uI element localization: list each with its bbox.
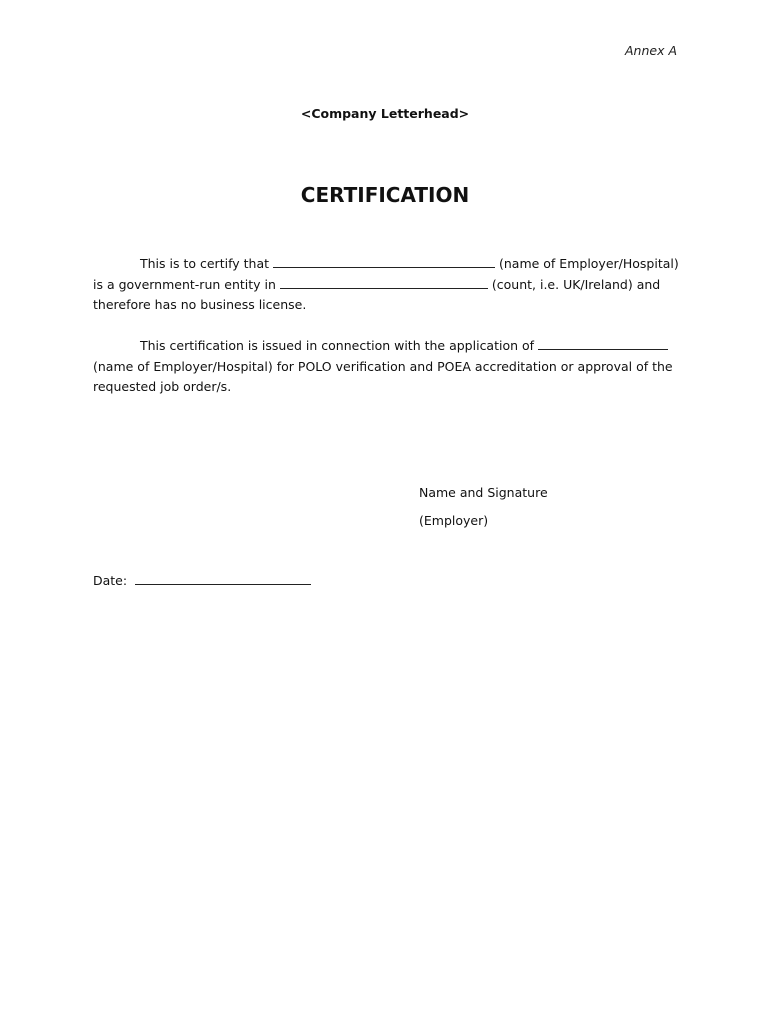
document-title: CERTIFICATION xyxy=(300,183,470,207)
country-blank[interactable] xyxy=(280,275,488,289)
application-text: This certification is issued in connection with the application of xyxy=(140,338,535,353)
paragraph-2-line-2: (name of Employer/Hospital) for POLO verification and POEA accreditation or approval of the xyxy=(93,358,673,374)
signature-label: Name and Signature xyxy=(419,485,548,500)
paragraph-1-line-1 xyxy=(93,254,677,275)
government-entity-text: is a government-run entity in xyxy=(93,276,276,292)
company-letterhead-placeholder: <Company Letterhead> xyxy=(300,106,470,121)
certify-text: This is to certify that xyxy=(140,256,270,271)
employer-role-label: (Employer) xyxy=(419,513,489,528)
applicant-name-blank[interactable] xyxy=(538,336,668,350)
certification-paragraph-1 xyxy=(93,254,677,316)
date-field xyxy=(93,571,311,588)
country-hint: (count, i.e. UK/Ireland) and xyxy=(491,276,661,292)
date-blank[interactable] xyxy=(135,571,311,585)
employer-name-hint: (name of Employer/Hospital) xyxy=(498,256,679,271)
paragraph-2-line-3: requested job order/s. xyxy=(93,379,232,394)
annex-label: Annex A xyxy=(624,43,677,58)
employer-name-blank[interactable] xyxy=(273,254,495,268)
date-label: Date: xyxy=(93,573,128,588)
paragraph-1-line-2 xyxy=(93,275,677,296)
paragraph-1-line-3: therefore has no business license. xyxy=(93,297,307,312)
certification-paragraph-2 xyxy=(93,336,677,398)
paragraph-2-line-1 xyxy=(93,336,677,357)
